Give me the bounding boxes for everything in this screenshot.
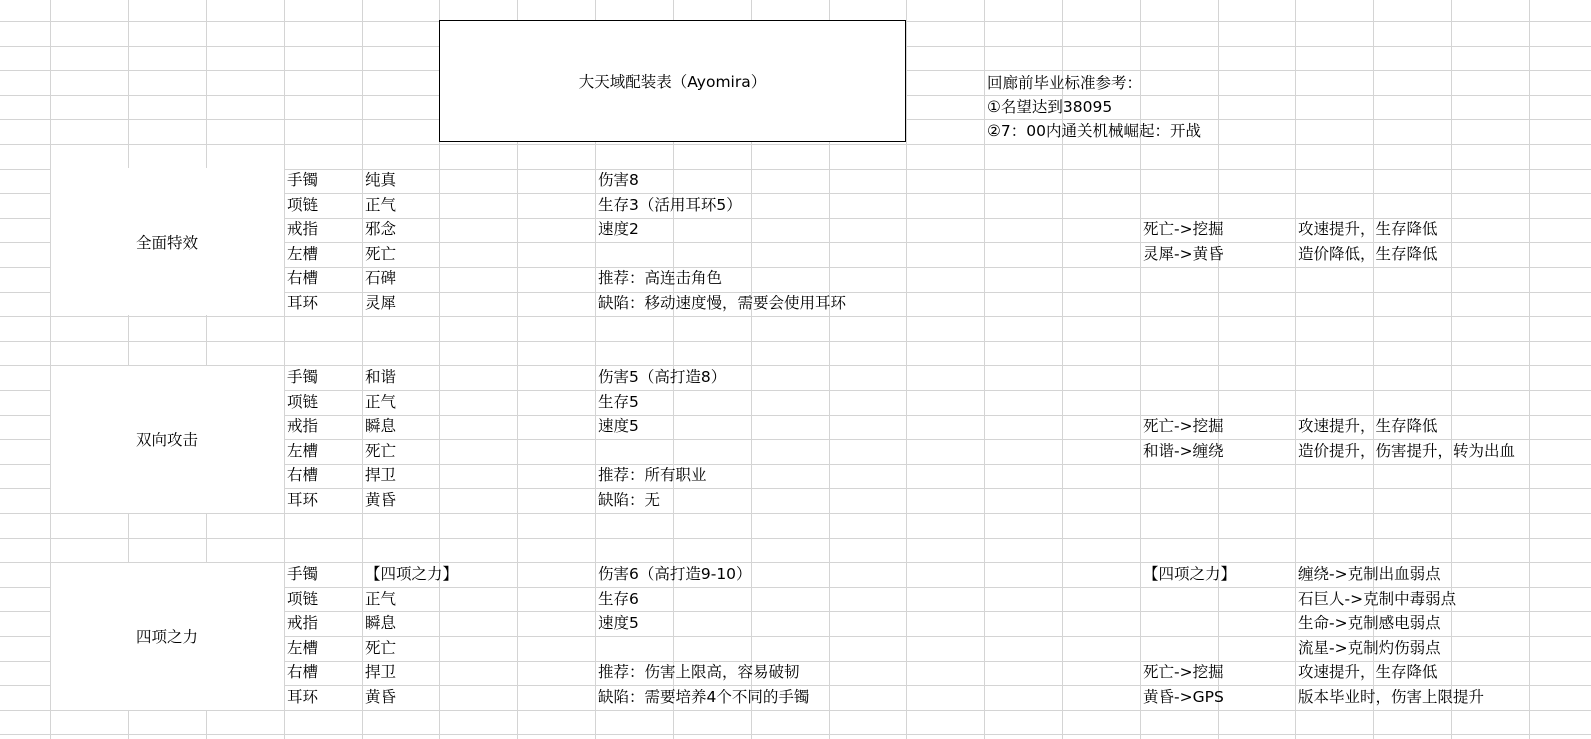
note-cell[interactable]: 缺陷：移动速度慢，需要会使用耳环 bbox=[598, 294, 847, 312]
slot-label[interactable]: 耳环 bbox=[287, 688, 319, 706]
section-name-cell[interactable] bbox=[50, 365, 284, 513]
slot-label[interactable]: 右槽 bbox=[287, 466, 319, 484]
note-cell[interactable]: 推荐：高连击角色 bbox=[598, 269, 723, 287]
swap-effect-cell[interactable]: 攻速提升，生存降低 bbox=[1298, 220, 1438, 238]
slot-item[interactable]: 瞬息 bbox=[365, 417, 397, 435]
swap-effect-cell[interactable]: 攻速提升，生存降低 bbox=[1298, 417, 1438, 435]
note-cell[interactable]: 生存3（活用耳环5） bbox=[598, 196, 742, 214]
slot-item[interactable]: 瞬息 bbox=[365, 614, 397, 632]
swap-cell[interactable]: 死亡->挖掘 bbox=[1143, 220, 1224, 238]
section-name-cell[interactable] bbox=[50, 168, 284, 315]
note-cell[interactable]: 速度5 bbox=[598, 417, 639, 435]
note-cell[interactable]: 生存5 bbox=[598, 393, 639, 411]
note-cell[interactable]: 生存6 bbox=[598, 590, 639, 608]
slot-item[interactable]: 死亡 bbox=[365, 442, 397, 460]
note-cell[interactable]: 速度2 bbox=[598, 220, 639, 238]
note-cell[interactable]: 推荐：伤害上限高，容易破韧 bbox=[598, 663, 800, 681]
swap-cell[interactable]: 黄昏->GPS bbox=[1143, 688, 1224, 706]
slot-label[interactable]: 左槽 bbox=[287, 245, 319, 263]
swap-effect-cell[interactable]: 石巨人->克制中毒弱点 bbox=[1298, 590, 1457, 608]
slot-label[interactable]: 项链 bbox=[287, 196, 319, 214]
slot-item[interactable]: 正气 bbox=[365, 393, 397, 411]
section-name: 全面特效 bbox=[135, 233, 198, 252]
section-name: 双向攻击 bbox=[135, 431, 198, 449]
slot-label[interactable]: 手镯 bbox=[287, 565, 319, 583]
note-cell[interactable]: 伤害8 bbox=[598, 171, 639, 189]
sheet-title: 大天域配装表（Ayomira） bbox=[578, 73, 767, 91]
slot-item[interactable]: 【四项之力】 bbox=[365, 565, 459, 583]
slot-item[interactable]: 灵犀 bbox=[365, 294, 397, 312]
note-cell[interactable]: 缺陷：需要培养4个不同的手镯 bbox=[598, 688, 810, 706]
slot-label[interactable]: 右槽 bbox=[287, 663, 319, 681]
note-cell[interactable]: 伤害6（高打造9-10） bbox=[598, 565, 752, 583]
slot-label[interactable]: 耳环 bbox=[287, 294, 319, 312]
slot-label[interactable]: 左槽 bbox=[287, 442, 319, 460]
slot-item[interactable]: 石碑 bbox=[365, 269, 397, 287]
swap-cell[interactable]: 和谐->缠绕 bbox=[1143, 442, 1224, 460]
swap-cell[interactable]: 死亡->挖掘 bbox=[1143, 417, 1224, 435]
slot-label[interactable]: 戒指 bbox=[287, 417, 319, 435]
reference-heading[interactable]: 回廊前毕业标准参考： bbox=[987, 74, 1143, 92]
swap-effect-cell[interactable]: 攻速提升，生存降低 bbox=[1298, 663, 1438, 681]
slot-item[interactable]: 黄昏 bbox=[365, 491, 397, 509]
reference-item-1[interactable]: ①名望达到38095 bbox=[987, 98, 1113, 116]
section-name: 四项之力 bbox=[135, 628, 198, 646]
slot-item[interactable]: 捍卫 bbox=[365, 466, 397, 484]
slot-label[interactable]: 戒指 bbox=[287, 220, 319, 238]
slot-label[interactable]: 项链 bbox=[287, 590, 319, 608]
slot-item[interactable]: 和谐 bbox=[365, 368, 397, 386]
swap-effect-cell[interactable]: 缠绕->克制出血弱点 bbox=[1298, 565, 1441, 583]
note-cell[interactable]: 推荐：所有职业 bbox=[598, 466, 707, 484]
slot-item[interactable]: 正气 bbox=[365, 590, 397, 608]
swap-cell[interactable]: 灵犀->黄昏 bbox=[1143, 245, 1224, 263]
note-cell[interactable]: 速度5 bbox=[598, 614, 639, 632]
slot-item[interactable]: 黄昏 bbox=[365, 688, 397, 706]
slot-label[interactable]: 项链 bbox=[287, 393, 319, 411]
swap-cell[interactable]: 【四项之力】 bbox=[1143, 565, 1237, 583]
swap-cell[interactable]: 死亡->挖掘 bbox=[1143, 663, 1224, 681]
slot-item[interactable]: 纯真 bbox=[365, 171, 397, 189]
title-cell[interactable] bbox=[439, 20, 906, 142]
swap-effect-cell[interactable]: 造价降低，生存降低 bbox=[1298, 245, 1438, 263]
swap-effect-cell[interactable]: 流星->克制灼伤弱点 bbox=[1298, 639, 1441, 657]
slot-label[interactable]: 右槽 bbox=[287, 269, 319, 287]
swap-effect-cell[interactable]: 版本毕业时，伤害上限提升 bbox=[1298, 688, 1485, 706]
section-name-cell[interactable] bbox=[50, 562, 284, 710]
slot-item[interactable]: 死亡 bbox=[365, 245, 397, 263]
slot-item[interactable]: 捍卫 bbox=[365, 663, 397, 681]
slot-item[interactable]: 正气 bbox=[365, 196, 397, 214]
slot-item[interactable]: 死亡 bbox=[365, 639, 397, 657]
slot-label[interactable]: 耳环 bbox=[287, 491, 319, 509]
slot-label[interactable]: 手镯 bbox=[287, 368, 319, 386]
slot-item[interactable]: 邪念 bbox=[365, 220, 397, 238]
swap-effect-cell[interactable]: 生命->克制感电弱点 bbox=[1298, 614, 1441, 632]
slot-label[interactable]: 手镯 bbox=[287, 171, 319, 189]
note-cell[interactable]: 伤害5（高打造8） bbox=[598, 368, 727, 386]
slot-label[interactable]: 左槽 bbox=[287, 639, 319, 657]
note-cell[interactable]: 缺陷：无 bbox=[598, 491, 661, 509]
slot-label[interactable]: 戒指 bbox=[287, 614, 319, 632]
swap-effect-cell[interactable]: 造价提升，伤害提升，转为出血 bbox=[1298, 442, 1516, 460]
reference-item-2[interactable]: ②7：00内通关机械崛起：开战 bbox=[987, 122, 1201, 140]
